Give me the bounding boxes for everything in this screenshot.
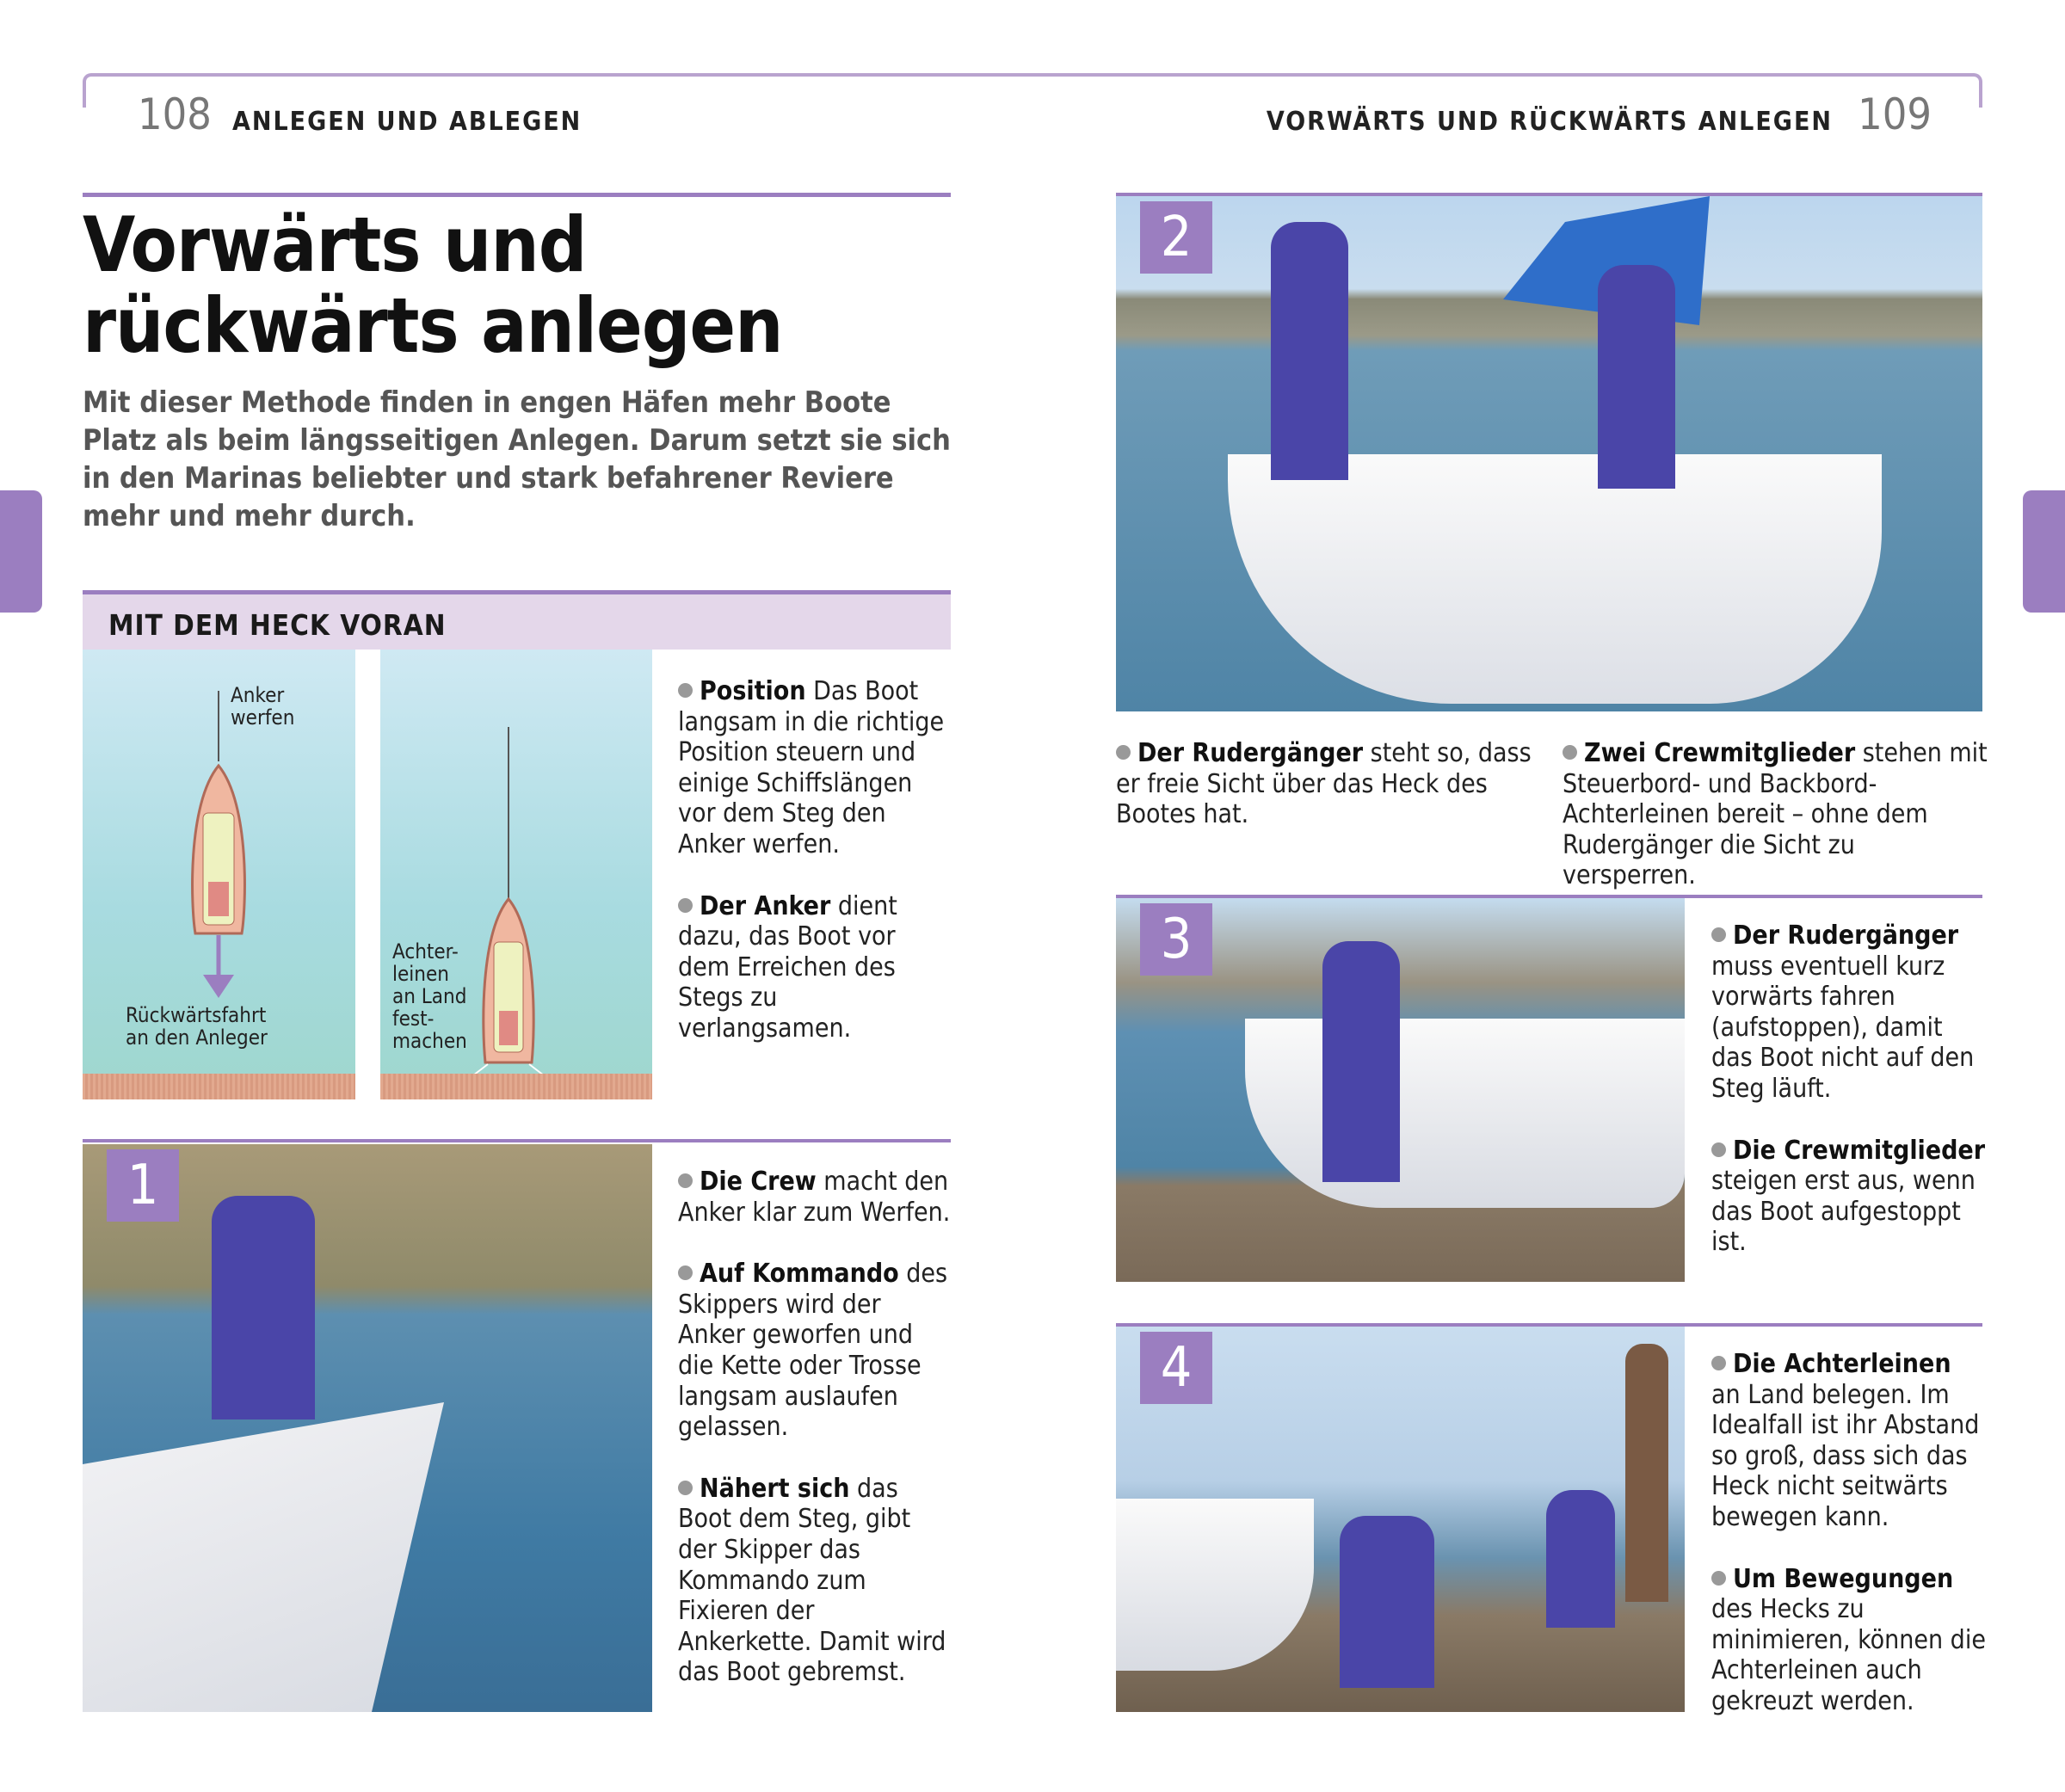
- bullet: Die Crewmitglieder steigen erst aus, wenn das Boot aufgestoppt ist.: [1711, 1135, 1986, 1258]
- bullet: Um Bewegungen des Hecks zu minimieren, können die Achterleinen auch gekreuzt werden.: [1711, 1563, 1986, 1716]
- title-rule: [83, 193, 951, 197]
- crew-member: [1598, 265, 1675, 489]
- intro-text: Mit dieser Methode finden in engen Häfen mehr Boote Platz als beim längsseitigen Anlegen. Darum setzt sie sich in den Marinas beliebter und stark befahrener Reviere mehr und mehr durch.: [83, 385, 951, 533]
- photo-step-4: [1116, 1327, 1685, 1712]
- bullet: Der Rudergänger muss eventuell kurz vorwärts fahren (aufstoppen), damit das Boot nicht auf den Steg läuft.: [1711, 921, 1975, 1104]
- step-badge: 1: [107, 1149, 179, 1222]
- label-anker: Anker werfen: [231, 683, 295, 730]
- page-number-left: 108: [138, 89, 212, 139]
- step-badge: 2: [1140, 201, 1212, 274]
- section-heading: MIT DEM HECK VORAN: [83, 590, 951, 650]
- header-bracket: [83, 73, 1982, 108]
- bullet: Nähert sich das Boot dem Steg, gibt der Skipper das Kommando zum Fixieren der Ankerkette. Damit wird das Boot gebremst.: [678, 1473, 946, 1688]
- page-title: Vorwärts und rückwärts anlegen: [83, 200, 783, 370]
- thumb-tab-left: [0, 490, 42, 613]
- diagram-stern-lines: [380, 650, 652, 1082]
- boat-hull: [1116, 1499, 1314, 1671]
- page-number-right: 109: [1858, 89, 1932, 139]
- crew-member: [1271, 222, 1348, 480]
- boat-hull: [1228, 454, 1882, 704]
- bullet: Die Crew macht den Anker klar zum Werfen.: [678, 1167, 951, 1228]
- step-3-bullets: [1711, 921, 1987, 1289]
- photo-step-3: [1116, 898, 1685, 1282]
- crew-member: [1322, 941, 1400, 1182]
- crew-member: [212, 1196, 315, 1419]
- photo-step-2: [1116, 196, 1982, 711]
- dock: [380, 1074, 652, 1099]
- bullet: Position Das Boot langsam in die richtige Position steuern und einige Schiffslängen vor dem Steg den Anker werfen.: [678, 676, 945, 859]
- thumb-tab-right: [2023, 490, 2065, 613]
- label-achterleinen: Achter- leinen an Land fest- machen: [392, 939, 467, 1053]
- section-bullets: [678, 676, 953, 1075]
- bullet: Zwei Crewmitglieder stehen mit Steuerbord- und Backbord-Achterleinen bereit – ohne dem Rudergänger die Sicht zu versperren.: [1563, 738, 1988, 891]
- crew-member: [1546, 1490, 1615, 1628]
- bullet: Die Achterleinen an Land belegen. Im Idealfall ist ihr Abstand so groß, dass sich das Heck nicht seitwärts bewegen kann.: [1711, 1349, 1980, 1532]
- boat-hull: [1245, 1019, 1685, 1208]
- crew-member: [1340, 1516, 1434, 1688]
- bullet: Der Rudergänger steht so, dass er freie Sicht über das Heck des Bootes hat.: [1116, 738, 1532, 830]
- bullet: Auf Kommando des Skippers wird der Anker geworfen und die Kette oder Trosse langsam auslaufen gelassen.: [678, 1259, 948, 1443]
- step-1-bullets: [678, 1167, 953, 1719]
- bullet: Der Anker dient dazu, das Boot vor dem Erreichen des Stegs zu verlangsamen.: [678, 890, 897, 1044]
- diagram-anchor-drop: [83, 650, 355, 1082]
- mooring-post: [1625, 1344, 1668, 1602]
- boat-hull: [83, 1402, 444, 1712]
- dock: [83, 1074, 355, 1099]
- step-4-bullets: [1711, 1349, 1987, 1748]
- step-rule: [83, 1139, 951, 1142]
- running-head-left: ANLEGEN UND ABLEGEN: [232, 107, 583, 137]
- running-head-right: VORWÄRTS UND RÜCKWÄRTS ANLEGEN: [1266, 107, 1833, 137]
- step-badge: 4: [1140, 1332, 1212, 1404]
- step-badge: 3: [1140, 903, 1212, 976]
- label-rueckwaertsfahrt: Rückwärtsfahrt an den Anleger: [126, 1003, 268, 1050]
- photo-step-1: [83, 1144, 652, 1712]
- step-2-bullet-left: [1116, 738, 1538, 861]
